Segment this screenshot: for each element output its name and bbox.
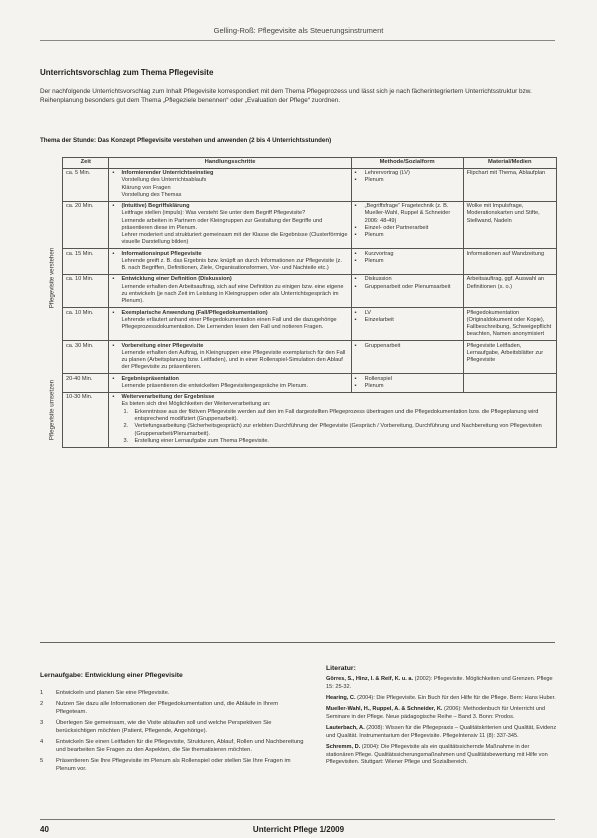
method-item: ▪ „Begriffsfrage“ Fragetechnik (z. B. Mueller-Wahl, Ruppel & Schneider 2006: 48-49) (355, 203, 460, 225)
literature-text: (2004): Die Pflegevisite. Ein Buch für den Hilfe für die Pflege. Bern: Hans Huber. (357, 694, 556, 701)
phase-label-verstehen: Pflegevisite verstehen (48, 247, 56, 309)
step-line: Vorstellung des Themas (121, 191, 182, 198)
step-title: ▪ (Intuitive) Begriffsklärung (112, 203, 347, 210)
section-divider (40, 642, 555, 643)
step-title: ▪ Exemplarische Anwendung (Fall/Pflegedokumentation) (112, 310, 347, 317)
cell-medien (463, 374, 556, 393)
table-row-final (63, 392, 557, 447)
phase-label-umsetzen: Pflegevisite umsetzen (48, 380, 56, 441)
option-number: 2. (123, 423, 129, 430)
task-list (40, 690, 310, 777)
task-item (40, 758, 310, 774)
method-item: ▪ LV (355, 310, 460, 317)
cell-handlungsschritte (109, 308, 351, 341)
cell-handlungsschritte (109, 249, 351, 275)
option-text: Erkenntnisse aus der fiktiven Pflegevisite werden auf den im Fall dargestellten Pflegeprozess übertragen und die Pflegedokumentation bzw. die Pflegeplanung wird entsprechend modifiziert (Gruppenarbeit). (134, 408, 539, 422)
cell-handlungsschritte (109, 274, 351, 307)
task-number: 3 (40, 719, 44, 726)
step-line: Lehrende greift z. B. das Ergebnis bzw. knüpft an durch Informationen zur Pflegevisite (z. B. nach Begriffen, Definitionen, Ziele, Organisationsformen, Vor- und Nachteile etc.) (121, 257, 342, 272)
cell-handlungsschritte (109, 201, 351, 249)
step-title: ▪ Weiterverarbeitung der Ergebnisse (112, 394, 553, 401)
literature-text: (2004): Die Pflegevisite als ein qualitätssichernde Maßnahme in der stationären Pflege. Qualitätssicherungsmaßnahmen und Qualitätsbewertung mit Hilfe von Pflegevisiten. Stuttgart: Wiener Pflege und Sozialbereich. (326, 743, 548, 766)
task-text: Nutzen Sie dazu alle Informationen der Pflegedokumentation und, die Abläufe in Ihrem Pflegeteam. (56, 700, 279, 715)
option-item (112, 409, 553, 424)
option-item (112, 438, 553, 445)
table-row (63, 249, 557, 275)
task-item (40, 701, 310, 717)
cell-methode (351, 168, 463, 201)
running-head: Gelling-Roß: Pflegevisite als Steuerungsinstrument (213, 26, 384, 35)
lesson-theme: Thema der Stunde: Das Konzept Pflegevisite verstehen und anwenden (2 bis 4 Unterrichtsstunden) (40, 137, 332, 144)
header-rule (40, 40, 555, 41)
task-text: Überlegen Sie gemeinsam, wie die Visite ablaufen soll und welche Perspektiven Sie berücksichtigen möchten (Patient, Pflegende, Angehörige). (56, 719, 272, 734)
method-item: ▪ Plenum (355, 258, 460, 265)
task-number: 2 (40, 700, 44, 707)
literature-text: (2006): Methodenbuch für Unterricht und Seminare in der Pflege. Neue pädagogische Reihe – Band 3. Bonn: Prodos. (326, 705, 546, 720)
step-line: Es bieten sich drei Möglichkeiten der Weiterverarbeitung an: (121, 401, 271, 408)
literature-entry (326, 676, 558, 692)
task-number: 1 (40, 690, 44, 696)
literature-author: Görres, S., Hinz, I. & Reif, K. u. a. (326, 676, 414, 682)
cell-zeit: ca. 5 Min. (63, 168, 109, 201)
option-text: Erstellung einer Lernaufgabe zum Thema Pflegevisite. (134, 437, 269, 444)
step-title: ▪ Entwicklung einer Definition (Diskussion) (112, 276, 347, 283)
step-title: ▪ Vorbereitung einer Pflegevisite (112, 343, 347, 350)
cell-medien: Pflegedokumentation (Originaldokument oder Kopie), Fallbeschreibung, Schweigepflicht beachten, Namen anonymisiert (463, 308, 556, 341)
table-row (63, 168, 557, 201)
literature-entry (326, 744, 558, 768)
method-item: ▪ Gruppenarbeit oder Plenumsarbeit (355, 284, 460, 291)
cell-weiterverarbeitung (109, 392, 557, 447)
task-item (40, 720, 310, 736)
literature-title: Literatur: (326, 665, 356, 672)
cell-medien: Pflegevisite Leitfaden, Lernaufgabe, Arbeitsblätter zur Pflegevisite (463, 341, 556, 374)
task-box-title: Lernaufgabe: Entwicklung einer Pflegevisite (40, 672, 183, 679)
cell-methode (351, 201, 463, 249)
method-item: ▪ Diskussion (355, 276, 460, 283)
cell-medien: Informationen auf Wandzeitung (463, 249, 556, 275)
option-number: 3. (123, 437, 129, 444)
method-item: ▪ Kurzvortrag (355, 251, 460, 258)
column-header-methode: Methode/Sozialform (351, 158, 463, 169)
cell-handlungsschritte (109, 374, 351, 393)
step-line: Leitfrage stellen (impuls): Was versteht Sie unter dem Begriff Pflegevisite? (121, 210, 306, 217)
task-text: Entwickeln Sie einen Leitfaden für die Pflegevisite, Strukturen, Ablauf, Rollen und Nachbereitung und bearbeiten Sie Fragen zu den Aspekten, die Sie thematisieren möchten. (56, 738, 304, 753)
task-number: 4 (40, 738, 44, 745)
step-title: ▪ Informationsinput Pflegevisite (112, 251, 347, 258)
table-row (63, 374, 557, 393)
step-title: ▪ Informierender Unterrichtseinstieg (112, 170, 347, 177)
cell-zeit: ca. 20 Min. (63, 201, 109, 249)
step-title: ▪ Ergebnispräsentation (112, 376, 347, 383)
section-title: Unterrichtsvorschlag zum Thema Pflegevisite (40, 68, 214, 77)
method-item: ▪ Plenum (355, 383, 460, 390)
literature-list (326, 676, 558, 770)
column-header-handlungsschritte: Handlungsschritte (109, 158, 351, 169)
step-line: Klärung von Fragen (121, 184, 171, 191)
task-text: Präsentieren Sie Ihre Pflegevisite im Plenum als Rollenspiel oder stellen Sie Ihre Fragen im Plenum vor. (56, 757, 291, 772)
cell-zeit: ca. 30 Min. (63, 341, 109, 374)
cell-zeit: 10-30 Min. (63, 392, 109, 447)
table-row (63, 308, 557, 341)
section-intro: Der nachfolgende Unterrichtsvorschlag zum Inhalt Pflegevisite korrespondiert mit dem Thema Pflegeprozess und lässt sich je nach fächerintegriertem Unterrichtsstruktur bzw. Reihenplanung besonders gut dem Thema „Pflegeziele benennen“ oder „Evaluation der Pflege“ zuordnen. (40, 88, 532, 105)
task-item (40, 739, 310, 755)
literature-entry (326, 695, 558, 703)
cell-handlungsschritte (109, 341, 351, 374)
cell-zeit: ca. 15 Min. (63, 249, 109, 275)
method-item: ▪ Einzelarbeit (355, 317, 460, 324)
table-body (63, 168, 557, 447)
column-header-zeit: Zeit (63, 158, 109, 169)
cell-methode (351, 341, 463, 374)
option-item (112, 423, 553, 438)
cell-medien: Flipchart mit Thema, Ablaufplan (463, 168, 556, 201)
table-row (63, 201, 557, 249)
lesson-plan-table (62, 157, 557, 448)
cell-zeit: ca. 10 Min. (63, 308, 109, 341)
step-line: Lernende arbeiten in Partnern oder Kleingruppen zur Gestaltung der Begriffe und präsentieren diese im Plenum. (121, 217, 323, 231)
literature-author: Schremm, D. (326, 743, 361, 750)
step-line: Vorstellung des Unterrichtsablaufs (121, 177, 207, 184)
column-header-medien: Material/Medien (463, 158, 556, 169)
page-number: 40 (40, 825, 49, 834)
method-item: ▪ Plenum (355, 232, 460, 239)
footer-rule (40, 819, 555, 820)
option-number: 1. (123, 408, 129, 415)
option-text: Vertiefungsarbeitung (Sicherheitsgespräch) zur erlebten Durchführung der Pflegevisite (Gespräch / Vorbereitung, Durchführung und Nachbereitung von Pflegevisiten (Gruppenarbeit/Plenumarbeit). (134, 423, 542, 437)
table-row (63, 341, 557, 374)
cell-methode (351, 274, 463, 307)
method-item: ▪ Plenum (355, 177, 460, 184)
step-line: Lernende erhalten den Auftrag, in Kleingruppen eine Pflegevisite exemplarisch für den Fall zu planen (Arbeitsplanung bzw. Leitfaden), und in einer Rollenspiel-Simulation den Ablauf der Pflegevisite zu präsentieren. (121, 349, 346, 371)
step-line: Lehrende erläutert anhand einer Pflegedokumentation einen Fall und die dazugehörige Pflegeprozessdokumentation. Die Lernenden lesen den Fall und notieren Fragen. (121, 316, 337, 331)
cell-medien: Arbeitsauftrag, ggf. Auswahl an Definitionen (s. o.) (463, 274, 556, 307)
step-line: Lernende präsentieren die entwickelten Pflegevisitengespräche im Plenum. (121, 382, 309, 389)
cell-zeit: ca. 10 Min. (63, 274, 109, 307)
task-item (40, 690, 310, 698)
task-number: 5 (40, 757, 44, 764)
step-line: Lehrer moderiert und strukturiert gemeinsam mit der Klasse die Ergebnisse (Clusterförmige visuelle Darstellung bilden) (121, 232, 348, 246)
cell-methode (351, 374, 463, 393)
literature-text: (2008): Wissen für die Pflegepraxis – Qualitätskriterien und Qualität, Evidenz und Qualität. Instrumentarium der Pflegevisite. PflegeIntensiv 11 (8): 337-345. (326, 724, 557, 739)
literature-entry (326, 725, 558, 741)
literature-author: Lauterbach, A. (326, 724, 365, 731)
table-row (63, 274, 557, 307)
literature-author: Mueller-Wahl, H., Ruppel, A. & Schneider, K. (326, 705, 443, 712)
method-item: ▪ Lehrervortrag (LV) (355, 170, 460, 177)
step-line: Lernende erhalten den Arbeitsauftrag, sich auf eine Definition zu einigen bzw. eine eigene zu entwickeln (je nach Zeit im Leistung in Kleingruppen oder als Unterrichtsgespräch im Plenum). (121, 283, 344, 305)
method-item: ▪ Gruppenarbeit (355, 343, 460, 350)
method-item: ▪ Rollenspiel (355, 376, 460, 383)
cell-medien: Wolke mit Impulsfrage, Moderationskarten und Stifte, Stellwand, Nadeln (463, 201, 556, 249)
issue-label: Unterricht Pflege 1/2009 (252, 825, 345, 834)
task-text: Entwickeln und planen Sie eine Pflegevisite. (56, 690, 170, 696)
literature-author: Hearing, C. (326, 694, 356, 701)
cell-methode (351, 249, 463, 275)
method-item: ▪ Einzel- oder Partnerarbeit (355, 225, 460, 232)
literature-entry (326, 706, 558, 722)
cell-methode (351, 308, 463, 341)
table-header-row (63, 158, 557, 169)
literature-text: (2002): Pflegevisite. Möglichkeiten und Grenzen. Pflege 15: 25-32. (326, 676, 553, 690)
cell-zeit: 20-40 Min. (63, 374, 109, 393)
cell-handlungsschritte (109, 168, 351, 201)
